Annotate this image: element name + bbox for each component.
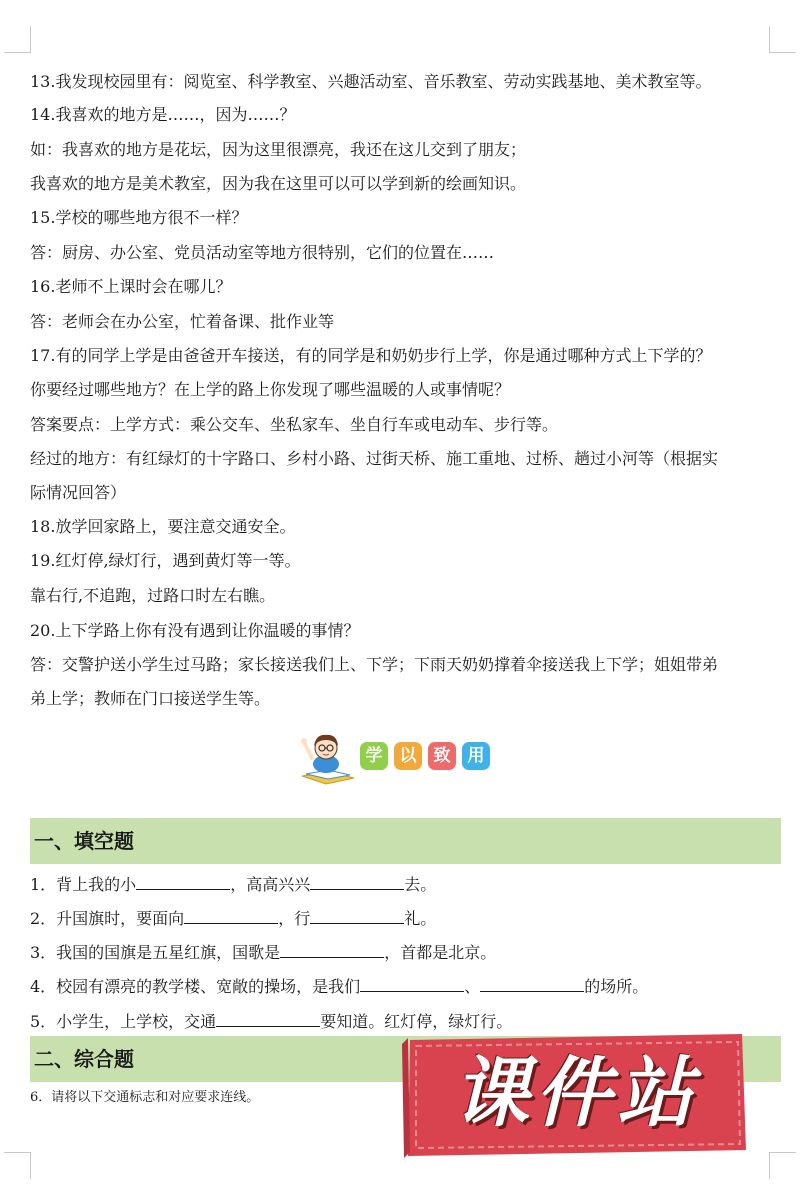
- text-line-18: 18.放学回家路上，要注意交通安全。: [30, 517, 296, 536]
- text-line-20: 20.上下学路上你有没有遇到让你温暖的事情？: [30, 621, 360, 640]
- crop-mark-bottom-left: [4, 1152, 31, 1179]
- banner-char-xue: 学: [360, 742, 388, 770]
- apply-learning-banner: [300, 728, 500, 788]
- question-6: 6．请将以下交通标志和对应要求连线。: [30, 1090, 260, 1105]
- text-line-14-example-2: 我喜欢的地方是美术教室，因为我在这里可以可以学到新的绘画知识。: [30, 174, 527, 193]
- text-line-17-cont: 你要经过哪些地方？在上学的路上你发现了哪些温暖的人或事情呢？: [30, 380, 511, 399]
- question-text: 礼。: [404, 909, 437, 928]
- question-text: 4．校园有漂亮的教学楼、宽敞的操场，是我们: [30, 977, 361, 996]
- question-1: [30, 873, 436, 895]
- text-line-17-answer: 答案要点：上学方式：乘公交车、坐私家车、坐自行车或电动车、步行等。: [30, 415, 559, 434]
- question-2: [30, 907, 436, 929]
- text-line-17-places: 经过的地方：有红绿灯的十字路口、乡村小路、过街天桥、施工重地、过桥、趟过小河等（根据实: [30, 449, 719, 468]
- answer-blank[interactable]: [310, 907, 404, 924]
- banner-char-zhi: 致: [428, 742, 456, 770]
- question-text: 1．背上我的小: [30, 875, 137, 894]
- question-text: 5．小学生，上学校，交通: [30, 1012, 217, 1031]
- crop-mark-top-right: [769, 26, 796, 53]
- question-text: ，首都是北京。: [384, 943, 497, 962]
- answer-blank[interactable]: [136, 873, 230, 890]
- text-line-14-example-1: 如：我喜欢的地方是花坛，因为这里很漂亮，我还在这儿交到了朋友；: [30, 140, 527, 159]
- text-line-16-answer: 答：老师会在办公室，忙着备课、批作业等: [30, 312, 335, 331]
- question-3: [30, 941, 496, 963]
- text-line-13: 13.我发现校园里有：阅览室、科学教室、兴趣活动室、音乐教室、劳动实践基地、美术教室等。: [30, 72, 712, 91]
- text-line-15: 15.学校的哪些地方很不一样？: [30, 208, 248, 227]
- banner-char-yi: 以: [394, 742, 422, 770]
- text-line-19-cont: 靠右行,不追跑，过路口时左右瞧。: [30, 586, 276, 605]
- question-4: [30, 975, 648, 997]
- text-line-14: 14.我喜欢的地方是……，因为……？: [30, 105, 296, 124]
- text-line-16: 16.老师不上课时会在哪儿？: [30, 277, 232, 296]
- crop-mark-bottom-right: [769, 1152, 796, 1179]
- text-line-19: 19.红灯停,绿灯行，遇到黄灯等一等。: [30, 551, 301, 570]
- answer-blank[interactable]: [280, 941, 384, 958]
- question-text: ，高高兴兴: [230, 875, 311, 894]
- answer-blank[interactable]: [310, 873, 404, 890]
- question-text: 要知道。红灯停，绿灯行。: [320, 1012, 513, 1031]
- text-line-17-places-cont: 际情况回答）: [30, 483, 127, 502]
- question-text: 的场所。: [584, 977, 649, 996]
- answer-blank[interactable]: [216, 1010, 320, 1027]
- watermark-stamp: [402, 1030, 750, 1160]
- question-text: 、: [464, 977, 481, 996]
- text-line-20-answer: 答：交警护送小学生过马路；家长接送我们上、下学；下雨天奶奶撑着伞接送我上下学；姐姐带弟: [30, 655, 719, 674]
- banner-char-yong: 用: [462, 742, 490, 770]
- answer-blank[interactable]: [184, 907, 278, 924]
- question-5: [30, 1010, 512, 1032]
- question-text: ，行: [278, 909, 311, 928]
- answer-blank[interactable]: [480, 975, 584, 992]
- question-text: 2．升国旗时，要面向: [30, 909, 185, 928]
- text-line-15-answer: 答：厨房、办公室、党员活动室等地方很特别，它们的位置在……: [30, 243, 495, 262]
- question-text: 去。: [404, 875, 437, 894]
- answer-blank[interactable]: [360, 975, 464, 992]
- crop-mark-top-left: [4, 26, 31, 53]
- student-reading-icon: [300, 728, 356, 788]
- question-text: 3．我国的国旗是五星红旗，国歌是: [30, 943, 281, 962]
- section-header-fill-blank: [30, 818, 781, 864]
- section-title: 二、综合题: [34, 1047, 134, 1071]
- text-line-20-answer-cont: 弟上学；教师在门口接送学生等。: [30, 689, 271, 708]
- section-title: 一、填空题: [34, 829, 134, 853]
- text-line-17: 17.有的同学上学是由爸爸开车接送，有的同学是和奶奶步行上学，你是通过哪种方式上下学的？: [30, 346, 712, 365]
- stamp-text: 课件站: [453, 1048, 699, 1137]
